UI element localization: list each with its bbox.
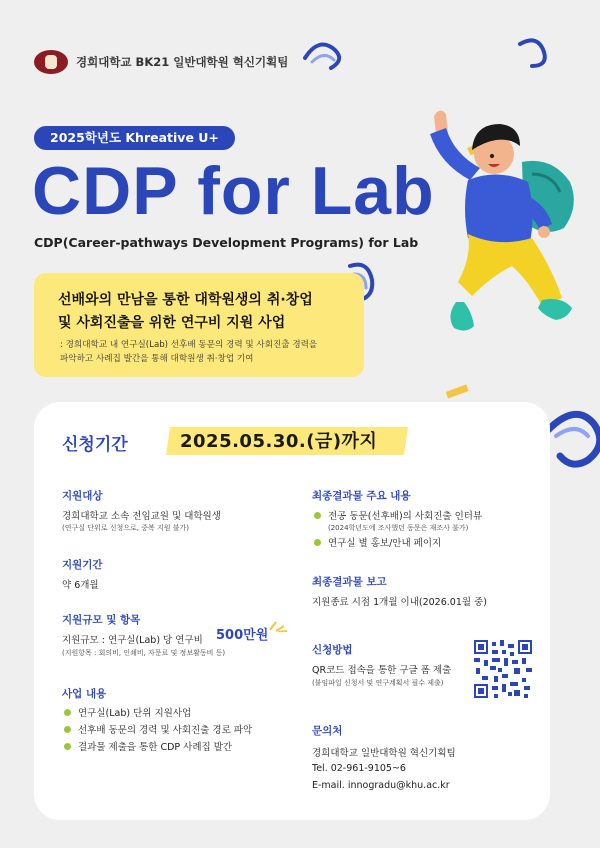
report-title: 최종결과물 보고 [312, 576, 387, 588]
scale-note: (지원항목 : 회의비, 인쇄비, 자문료 및 정보활동비 등) [62, 649, 226, 657]
duration-text: 약 6개월 [62, 580, 99, 591]
results-title: 최종결과물 주요 내용 [312, 490, 411, 502]
intro-headline-1: 선배와의 만남을 통한 대학원생의 취·창업 [58, 292, 313, 308]
bullet-icon [64, 726, 71, 733]
apply-title: 신청방법 [312, 644, 353, 656]
content-item-3: 결과물 제출을 통한 CDP 사례집 발간 [78, 742, 233, 753]
apply-text: QR코드 접속을 통한 구글 폼 제출 [312, 665, 452, 676]
content-item-2: 선후배 동문의 경력 및 사회진출 경로 파악 [78, 725, 253, 736]
target-text: 경희대학교 소속 전임교원 및 대학원생 [62, 511, 221, 522]
org-name: 경희대학교 BK21 일반대학원 혁신기획팀 [76, 55, 289, 69]
sparkle-icon [268, 618, 288, 632]
qr-code-icon[interactable] [474, 640, 532, 698]
results-item-1-note: (2024학년도에 조사했던 동문은 재조사 불가) [328, 524, 469, 532]
target-note: (연구실 단위로 신청으로, 중복 지원 불가) [62, 524, 190, 532]
duration-title: 지원기간 [62, 559, 103, 571]
intro-headline-2: 및 사회진출을 위한 연구비 지원 사업 [58, 315, 286, 331]
bullet-icon [314, 539, 321, 546]
content-item-1: 연구실(Lab) 단위 지원사업 [78, 708, 192, 719]
contact-tel: Tel. 02-961-9105~6 [312, 763, 406, 774]
bullet-icon [64, 743, 71, 750]
intro-desc-1: : 경희대학교 내 연구실(Lab) 선후배 동문의 경력 및 사회진출 경력을 [60, 340, 318, 350]
program-subtitle: CDP(Career-pathways Development Programs) for Lab [34, 235, 419, 250]
results-item-2: 연구실 별 홍보/안내 페이지 [328, 538, 442, 549]
scale-title: 지원규모 및 항목 [62, 614, 141, 626]
intro-desc-2: 파악하고 사례집 발간을 통해 대학원생 취·창업 기여 [60, 354, 254, 364]
contact-org: 경희대학교 일반대학원 혁신기획팀 [312, 748, 456, 759]
results-item-1: 전공 동문(선후배)의 사회진출 인터뷰 [328, 511, 483, 522]
contact-title: 문의처 [312, 725, 343, 737]
bullet-icon [314, 512, 321, 519]
scale-text: 지원규모 : 연구실(Lab) 당 연구비 [62, 635, 203, 646]
contact-email[interactable]: E-mail. innogradu@khu.ac.kr [312, 780, 450, 791]
content-title: 사업 내용 [62, 688, 107, 700]
bullet-icon [64, 709, 71, 716]
target-title: 지원대상 [62, 490, 103, 502]
period-value: 2025.05.30.(금)까지 [180, 431, 378, 452]
apply-note: (붙임파일 신청서 및 연구계획서 필수 제출) [312, 679, 444, 687]
page-title: CDP for Lab [32, 153, 435, 229]
jumping-student-illustration [412, 104, 592, 354]
period-label: 신청기간 [62, 435, 128, 455]
info-card [34, 402, 550, 820]
program-label-badge: 2025학년도 Khreative U+ [34, 126, 235, 150]
report-text: 지원종료 시점 1개월 이내(2026.01월 중) [312, 597, 487, 608]
scale-amount: 500만원 [216, 628, 269, 643]
